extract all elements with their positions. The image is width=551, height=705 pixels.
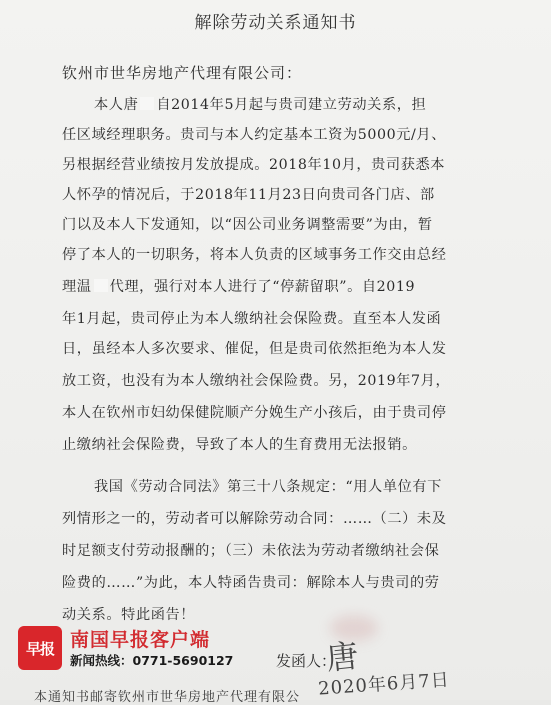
- body-line: 本人在钦州市妇幼保健院顺产分娩生产小孩后，由于贵司停: [62, 405, 447, 421]
- addressee: 钦州市世华房地产代理有限公司：: [62, 64, 303, 82]
- document-title: 解除劳动关系通知书: [194, 13, 357, 33]
- body-line: 任区域经理职务。贵司与本人约定基本工资为5000元/月、: [62, 127, 447, 143]
- sender-label: 发函人：: [276, 652, 337, 670]
- body-text: 代理，强行对本人进行了“停薪留职”。自2019: [109, 279, 416, 295]
- brand-logo-text: 早报: [25, 640, 54, 658]
- body-line: 列情形之一的，劳动者可以解除劳动合同：……（二）未及: [62, 511, 447, 527]
- redaction-block: [94, 279, 108, 292]
- body-line: 另根据经营业绩按月发放提成。2018年10月，贵司获悉本: [62, 157, 446, 173]
- body-line: 人怀孕的情况后，于2018年11月23日向贵司各门店、部: [62, 187, 435, 203]
- news-hotline: 新闻热线：0771-5690127: [70, 653, 234, 668]
- body-line: 年1月起，贵司停止为本人缴纳社会保险费。直至本人发函: [62, 311, 442, 327]
- bottom-note: 本通知书邮寄钦州市世华房地产代理有限公: [34, 690, 301, 705]
- brand-logo-icon: [18, 626, 62, 670]
- brand-name: 南国早报客户端: [70, 629, 211, 651]
- body-line: [94, 94, 426, 114]
- body-line: 停了本人的一切职务，将本人负责的区域事务工作交由总经: [62, 247, 447, 263]
- body-line: 止缴纳社会保险费，导致了本人的生育费用无法报销。: [62, 437, 417, 453]
- body-text: 自2014年5月起与贵司建立劳动关系，担: [156, 97, 427, 113]
- body-line: 险费的……”为此，本人特函告贵司：解除本人与贵司的劳: [62, 575, 440, 591]
- handwritten-date: 2020年6月7日: [317, 669, 451, 700]
- body-line: 时足额支付劳动报酬的；（三）未依法为劳动者缴纳社会保: [62, 543, 440, 559]
- body-line: 放工资，也没有为本人缴纳社会保险费。另，2019年7月，: [62, 373, 451, 389]
- body-line: [62, 276, 415, 296]
- body-text: 理温: [62, 279, 92, 295]
- body-line: 动关系。特此函告！: [62, 607, 196, 623]
- body-text: 本人唐: [94, 97, 139, 113]
- body-line: 日，虽经本人多次要求、催促，但是贵司依然拒绝为本人发: [62, 341, 447, 357]
- news-watermark: [14, 623, 254, 673]
- redaction-block: [140, 97, 154, 110]
- body-line: 门以及本人下发通知，以“因公司业务调整需要”为由，暂: [62, 217, 433, 233]
- body-line: 我国《劳动合同法》第三十八条规定：“用人单位有下: [94, 479, 442, 495]
- handwritten-signature: 唐: [324, 636, 361, 678]
